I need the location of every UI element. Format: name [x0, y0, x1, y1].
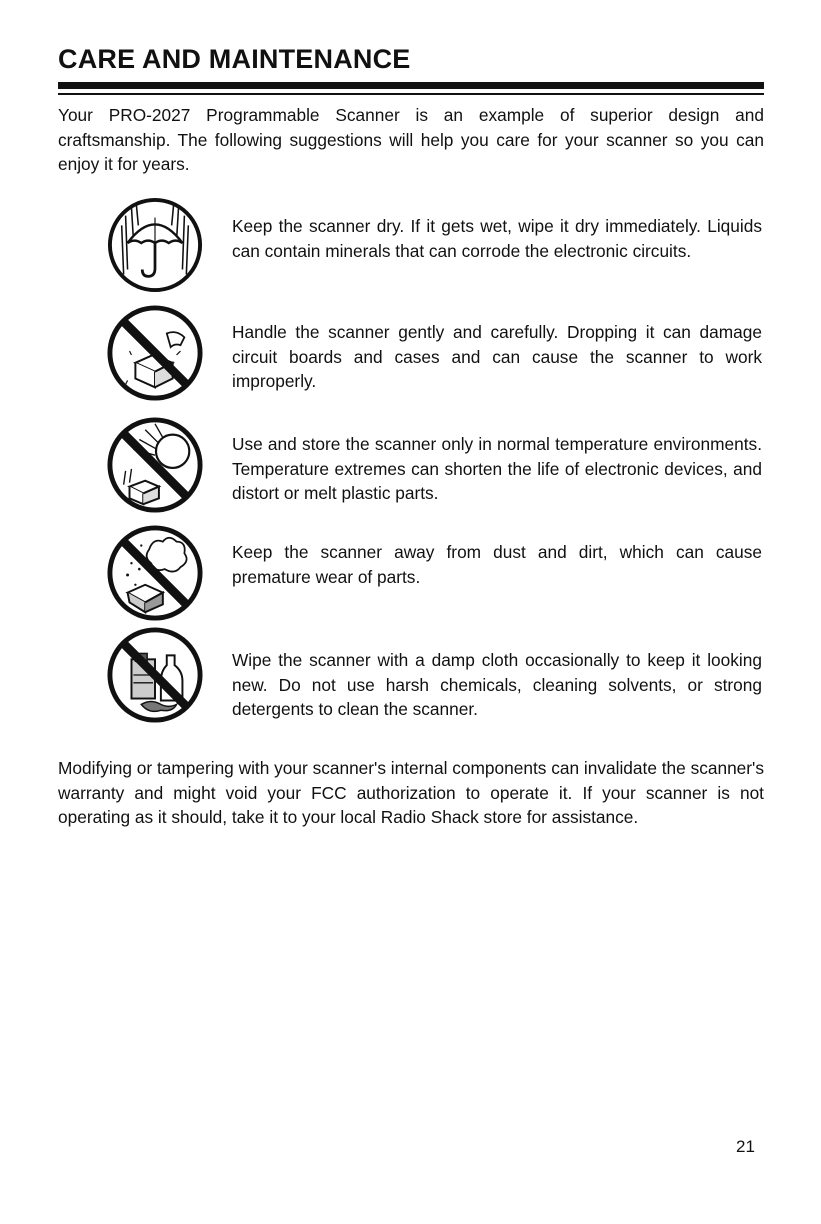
- no-heat-icon: [106, 416, 204, 514]
- page-number: 21: [736, 1137, 755, 1156]
- no-dropping-icon: [106, 304, 204, 402]
- no-dust-icon: [106, 524, 204, 622]
- closing-paragraph: Modifying or tampering with your scanner's internal components can invalidate the scanner's warranty and might void your FCC authorization to operate it. If your scanner is not operating as it should, take it to your local Radio Shack store for assistance.: [58, 758, 764, 827]
- tip-text-keep-dry: Keep the scanner dry. If it gets wet, wipe it dry immediately. Liquids can contain minerals that can corrode the electronic circuits.: [232, 216, 762, 261]
- title-rule-thick: [58, 82, 764, 89]
- intro-paragraph: Your PRO-2027 Programmable Scanner is an example of superior design and craftsmanship. The following suggestions will help you care for your scanner so you can enjoy it for years.: [58, 105, 764, 174]
- tip-text-handle-gently: Handle the scanner gently and carefully. Dropping it can damage circuit boards and cases and can cause the scanner to work improperly.: [232, 322, 762, 391]
- tip-text-dust-and-dirt: Keep the scanner away from dust and dirt, which can cause premature wear of parts.: [232, 542, 762, 587]
- page-title: CARE AND MAINTENANCE: [58, 44, 411, 74]
- tip-text-normal-temperature: Use and store the scanner only in normal temperature environments. Temperature extremes can shorten the life of electronic devices, and distort or melt plastic parts.: [232, 434, 762, 503]
- umbrella-icon: [106, 196, 204, 294]
- title-rule-thin: [58, 93, 764, 95]
- tip-text-damp-cloth: Wipe the scanner with a damp cloth occasionally to keep it looking new. Do not use harsh chemicals, cleaning solvents, or strong detergents to clean the scanner.: [232, 650, 762, 719]
- no-chemicals-icon: [106, 626, 204, 724]
